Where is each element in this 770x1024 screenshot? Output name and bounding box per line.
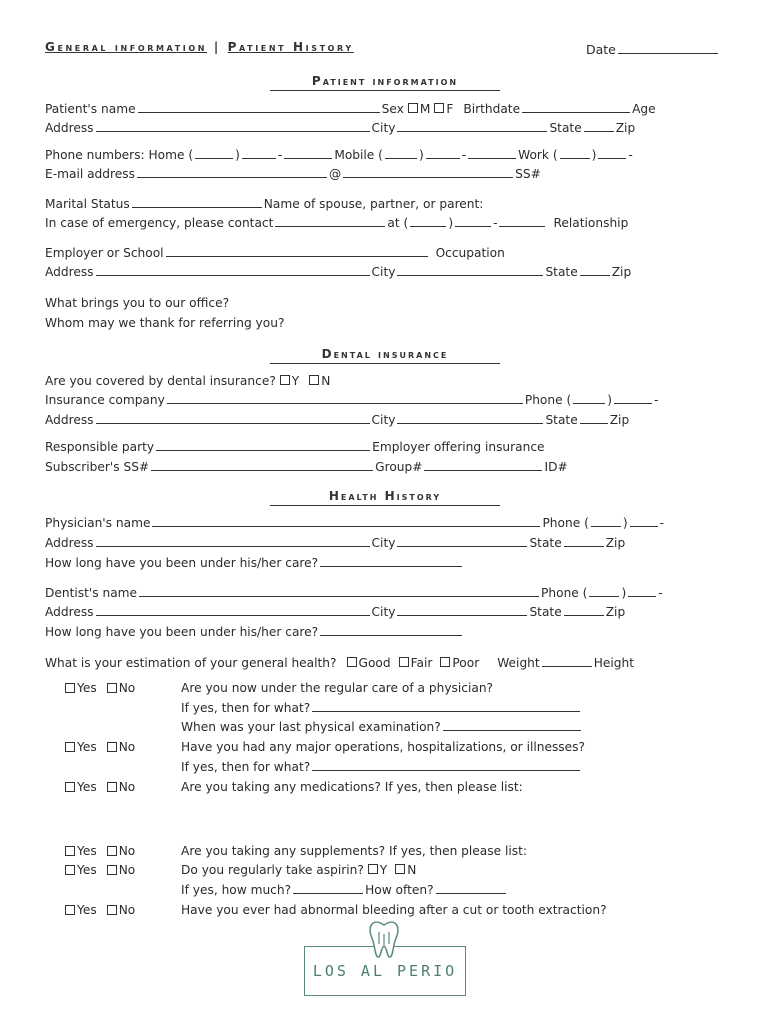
label-phone-home: Phone numbers: Home (	[45, 148, 194, 162]
field-work-prefix[interactable]	[598, 145, 626, 159]
label-q1-yes: Yes	[77, 681, 97, 695]
field-insurance-address[interactable]	[96, 410, 370, 424]
label-q3: Are you taking any medications? If yes, then please list:	[181, 780, 523, 794]
field-work-area[interactable]	[560, 145, 590, 159]
date-blank[interactable]	[618, 40, 718, 54]
label-emergency-at: at (	[387, 216, 409, 230]
row-dentist-address	[45, 602, 726, 622]
label-dentist-state: State	[529, 605, 562, 619]
label-q5-no: No	[118, 863, 136, 877]
label-poor: Poor	[452, 656, 480, 670]
label-general-health: What is your estimation of your general health?	[45, 656, 337, 670]
label-dentist-city: City	[371, 605, 396, 619]
row-physician: Physician's name Phone ( ) -	[45, 513, 726, 533]
field-patient-name[interactable]	[138, 99, 380, 113]
checkbox-q6-yes[interactable]	[65, 905, 75, 915]
checkbox-q1-no[interactable]	[107, 683, 117, 693]
label-mobile: Mobile (	[334, 148, 383, 162]
row-insurance-address	[45, 410, 726, 430]
field-insurance-state[interactable]	[580, 410, 608, 424]
label-q1a: If yes, then for what?	[181, 701, 311, 715]
label-covered-yes: Y	[291, 374, 300, 388]
label-dentist-address: Address	[45, 605, 94, 619]
checkbox-fair[interactable]	[399, 657, 409, 667]
field-email-user[interactable]	[137, 164, 327, 178]
label-q1b: When was your last physical examination?	[181, 720, 441, 734]
label-email-at: @	[328, 167, 342, 181]
label-subscriber: Subscriber's SS#	[45, 460, 150, 474]
field-email-domain[interactable]	[343, 164, 513, 178]
label-q2-yes: Yes	[77, 740, 97, 754]
label-employer-address: Address	[45, 265, 94, 279]
label-city: City	[371, 121, 396, 135]
label-insurance-company: Insurance company	[45, 393, 165, 407]
label-insurance-address: Address	[45, 413, 94, 427]
label-spouse: Name of spouse, partner, or parent:	[263, 197, 484, 211]
label-q4-yes: Yes	[77, 844, 97, 858]
label-dentist: Dentist's name	[45, 586, 138, 600]
label-dentist-howlong: How long have you been under his/her care?	[45, 625, 319, 639]
label-employer: Employer or School	[45, 246, 164, 260]
label-q2: Have you had any major operations, hospitalizations, or illnesses?	[181, 740, 585, 754]
checkbox-good[interactable]	[347, 657, 357, 667]
field-physician-prefix[interactable]	[630, 513, 658, 527]
field-birthdate[interactable]	[522, 99, 630, 113]
field-emergency-contact[interactable]	[275, 213, 385, 227]
label-q2-no: No	[118, 740, 136, 754]
field-q1b[interactable]	[443, 717, 581, 731]
label-physician-howlong: How long have you been under his/her care?	[45, 556, 319, 570]
label-q1-no: No	[118, 681, 136, 695]
label-weight: Weight	[497, 656, 540, 670]
field-mobile-prefix[interactable]	[426, 145, 460, 159]
field-dentist-area[interactable]	[589, 583, 619, 597]
label-q1: Are you now under the regular care of a physician?	[181, 681, 494, 695]
label-employer-zip: Zip	[611, 265, 632, 279]
label-group: Group#	[375, 460, 423, 474]
checkbox-q4-yes[interactable]	[65, 846, 75, 856]
row-q5a	[181, 880, 726, 900]
label-aspirin-no: N	[407, 863, 417, 877]
field-emergency-line[interactable]	[499, 213, 545, 227]
label-q4: Are you taking any supplements? If yes, then please list:	[181, 844, 528, 858]
label-physician-state: State	[529, 536, 562, 550]
field-dentist-state[interactable]	[564, 602, 604, 616]
label-relationship: Relationship	[553, 216, 629, 230]
row-q3-line2	[181, 797, 726, 817]
row-covered	[45, 371, 726, 391]
label-q6-yes: Yes	[77, 903, 97, 917]
label-q3-no: No	[118, 780, 136, 794]
label-covered: Are you covered by dental insurance?	[45, 374, 276, 388]
label-physician-phone: Phone (	[542, 516, 589, 530]
row-q1	[181, 678, 726, 698]
field-home-prefix[interactable]	[242, 145, 276, 159]
checkbox-female[interactable]	[434, 103, 444, 113]
label-marital: Marital Status	[45, 197, 130, 211]
checkbox-covered-yes[interactable]	[280, 375, 290, 385]
field-physician[interactable]	[152, 513, 540, 527]
label-q5-yes: Yes	[77, 863, 97, 877]
row-q4	[181, 841, 726, 861]
label-state: State	[549, 121, 582, 135]
checkbox-q5-no[interactable]	[107, 865, 117, 875]
row-subscriber	[45, 457, 726, 477]
row-employer	[45, 243, 726, 263]
label-physician: Physician's name	[45, 516, 151, 530]
field-mobile-area[interactable]	[385, 145, 417, 159]
label-height: Height	[593, 656, 634, 670]
label-physician-city: City	[371, 536, 396, 550]
label-physician-zip: Zip	[605, 536, 626, 550]
row-q3-line3	[181, 817, 726, 837]
row-brings	[45, 293, 726, 313]
checkbox-aspirin-yes[interactable]	[368, 864, 378, 874]
field-city[interactable]	[397, 118, 547, 132]
label-dentist-zip: Zip	[605, 605, 626, 619]
label-covered-no: N	[321, 374, 331, 388]
field-q5a[interactable]	[293, 880, 363, 894]
label-work: Work (	[518, 148, 558, 162]
field-home-area[interactable]	[195, 145, 233, 159]
field-q2a[interactable]	[312, 757, 580, 771]
label-q6-no: No	[118, 903, 136, 917]
title-patient-history: Patient History	[227, 40, 354, 54]
field-weight[interactable]	[542, 653, 592, 667]
label-female: F	[446, 102, 454, 116]
section-patient-information: Patient information	[270, 74, 500, 91]
row-phones: Phone numbers: Home ( ) - Mobile ( ) - Work ( ) -	[45, 145, 726, 165]
label-referring: Whom may we thank for referring you?	[45, 316, 285, 330]
field-employer[interactable]	[166, 243, 428, 257]
label-birthdate: Birthdate	[463, 102, 521, 116]
label-q5: Do you regularly take aspirin?	[181, 863, 364, 877]
field-physician-city[interactable]	[397, 533, 527, 547]
label-employer-insurance: Employer offering insurance	[372, 440, 545, 454]
field-responsible[interactable]	[156, 437, 370, 451]
field-state[interactable]	[584, 118, 614, 132]
field-insurance-area[interactable]	[573, 390, 605, 404]
row-q3	[181, 777, 726, 797]
label-q2a: If yes, then for what?	[181, 760, 311, 774]
row-marital	[45, 194, 726, 214]
field-dentist-city[interactable]	[397, 602, 527, 616]
date-field[interactable]	[586, 40, 720, 57]
field-dentist[interactable]	[139, 583, 539, 597]
field-employer-address[interactable]	[96, 262, 370, 276]
checkbox-q3-yes[interactable]	[65, 782, 75, 792]
field-marital[interactable]	[132, 194, 262, 208]
checkbox-covered-no[interactable]	[309, 375, 319, 385]
field-dentist-howlong[interactable]	[320, 622, 462, 636]
label-responsible: Responsible party	[45, 440, 155, 454]
label-sex: Sex	[381, 102, 404, 116]
field-insurance-company[interactable]	[167, 390, 523, 404]
field-address[interactable]	[96, 118, 370, 132]
row-general-health	[45, 653, 726, 673]
field-physician-howlong[interactable]	[320, 553, 462, 567]
label-employer-state: State	[545, 265, 578, 279]
checkbox-q6-no[interactable]	[107, 905, 117, 915]
row-referring	[45, 313, 726, 333]
field-emergency-area[interactable]	[410, 213, 446, 227]
row-name-sex	[45, 99, 726, 119]
label-email: E-mail address	[45, 167, 135, 181]
checkbox-q2-no[interactable]	[107, 742, 117, 752]
label-insurance-phone: Phone (	[524, 393, 572, 407]
field-dentist-prefix[interactable]	[628, 583, 656, 597]
date-label: Date	[586, 42, 616, 57]
label-good: Good	[358, 656, 391, 670]
label-q3-yes: Yes	[77, 780, 97, 794]
label-zip: Zip	[615, 121, 636, 135]
label-insurance-zip: Zip	[609, 413, 630, 427]
form-title	[45, 40, 354, 54]
row-dentist-howlong	[45, 622, 726, 642]
yn-q4	[61, 841, 135, 861]
row-email	[45, 164, 726, 184]
label-q5a: If yes, how much?	[181, 883, 292, 897]
row-insurance-company: Insurance company Phone ( ) -	[45, 390, 726, 410]
checkbox-q5-yes[interactable]	[65, 865, 75, 875]
yn-q2	[61, 737, 135, 757]
tooth-icon	[366, 920, 402, 960]
row-q2a	[181, 757, 726, 777]
row-responsible	[45, 437, 726, 457]
label-male: M	[419, 102, 431, 116]
row-q1a	[181, 698, 726, 718]
field-employer-state[interactable]	[580, 262, 610, 276]
row-q1b	[181, 717, 726, 737]
field-home-line[interactable]	[284, 145, 332, 159]
row-q6	[181, 900, 726, 920]
checkbox-q2-yes[interactable]	[65, 742, 75, 752]
field-insurance-prefix[interactable]	[614, 390, 652, 404]
label-aspirin-yes: Y	[379, 863, 388, 877]
field-employer-city[interactable]	[397, 262, 543, 276]
yn-q6	[61, 900, 135, 920]
field-physician-address[interactable]	[96, 533, 370, 547]
label-q6: Have you ever had abnormal bleeding after a cut or tooth extraction?	[181, 903, 607, 917]
field-emergency-prefix[interactable]	[455, 213, 491, 227]
title-separator: |	[213, 40, 221, 54]
label-insurance-state: State	[545, 413, 578, 427]
label-physician-address: Address	[45, 536, 94, 550]
field-q5b[interactable]	[436, 880, 506, 894]
row-address	[45, 118, 726, 138]
field-q1a[interactable]	[312, 698, 580, 712]
checkbox-aspirin-no[interactable]	[395, 864, 405, 874]
label-fair: Fair	[410, 656, 433, 670]
checkbox-q1-yes[interactable]	[65, 683, 75, 693]
yn-q3	[61, 777, 135, 797]
label-insurance-city: City	[371, 413, 396, 427]
label-id: ID#	[544, 460, 568, 474]
label-age: Age	[632, 102, 656, 116]
yn-q1	[61, 678, 135, 698]
label-q5b: How often?	[365, 883, 434, 897]
field-physician-state[interactable]	[564, 533, 604, 547]
field-physician-area[interactable]	[591, 513, 621, 527]
checkbox-poor[interactable]	[440, 657, 450, 667]
title-general: General information	[45, 40, 208, 54]
field-mobile-line[interactable]	[468, 145, 516, 159]
label-brings: What brings you to our office?	[45, 296, 230, 310]
label-q4-no: No	[118, 844, 136, 858]
field-insurance-city[interactable]	[397, 410, 543, 424]
label-emergency: In case of emergency, please contact	[45, 216, 274, 230]
row-physician-address	[45, 533, 726, 553]
field-subscriber[interactable]	[151, 457, 373, 471]
checkbox-q3-no[interactable]	[107, 782, 117, 792]
logo-text: LOS AL PERIO	[312, 962, 458, 980]
field-group[interactable]	[424, 457, 542, 471]
label-ss: SS#	[515, 167, 541, 181]
checkbox-q4-no[interactable]	[107, 846, 117, 856]
row-q5	[181, 860, 726, 880]
label-employer-city: City	[371, 265, 396, 279]
row-q2	[181, 737, 726, 757]
field-dentist-address[interactable]	[96, 602, 370, 616]
row-dentist: Dentist's name Phone ( ) -	[45, 583, 726, 603]
section-health-history: Health History	[270, 489, 500, 506]
label-occupation: Occupation	[435, 246, 505, 260]
label-patient-name: Patient's name	[45, 102, 136, 116]
checkbox-male[interactable]	[408, 103, 418, 113]
row-physician-howlong	[45, 553, 726, 573]
row-employer-address	[45, 262, 726, 282]
section-dental-insurance: Dental insurance	[270, 347, 500, 364]
label-dentist-phone: Phone (	[541, 586, 588, 600]
label-address: Address	[45, 121, 94, 135]
yn-q5	[61, 860, 135, 880]
row-emergency: In case of emergency, please contact at ( ) - Relationship	[45, 213, 726, 233]
